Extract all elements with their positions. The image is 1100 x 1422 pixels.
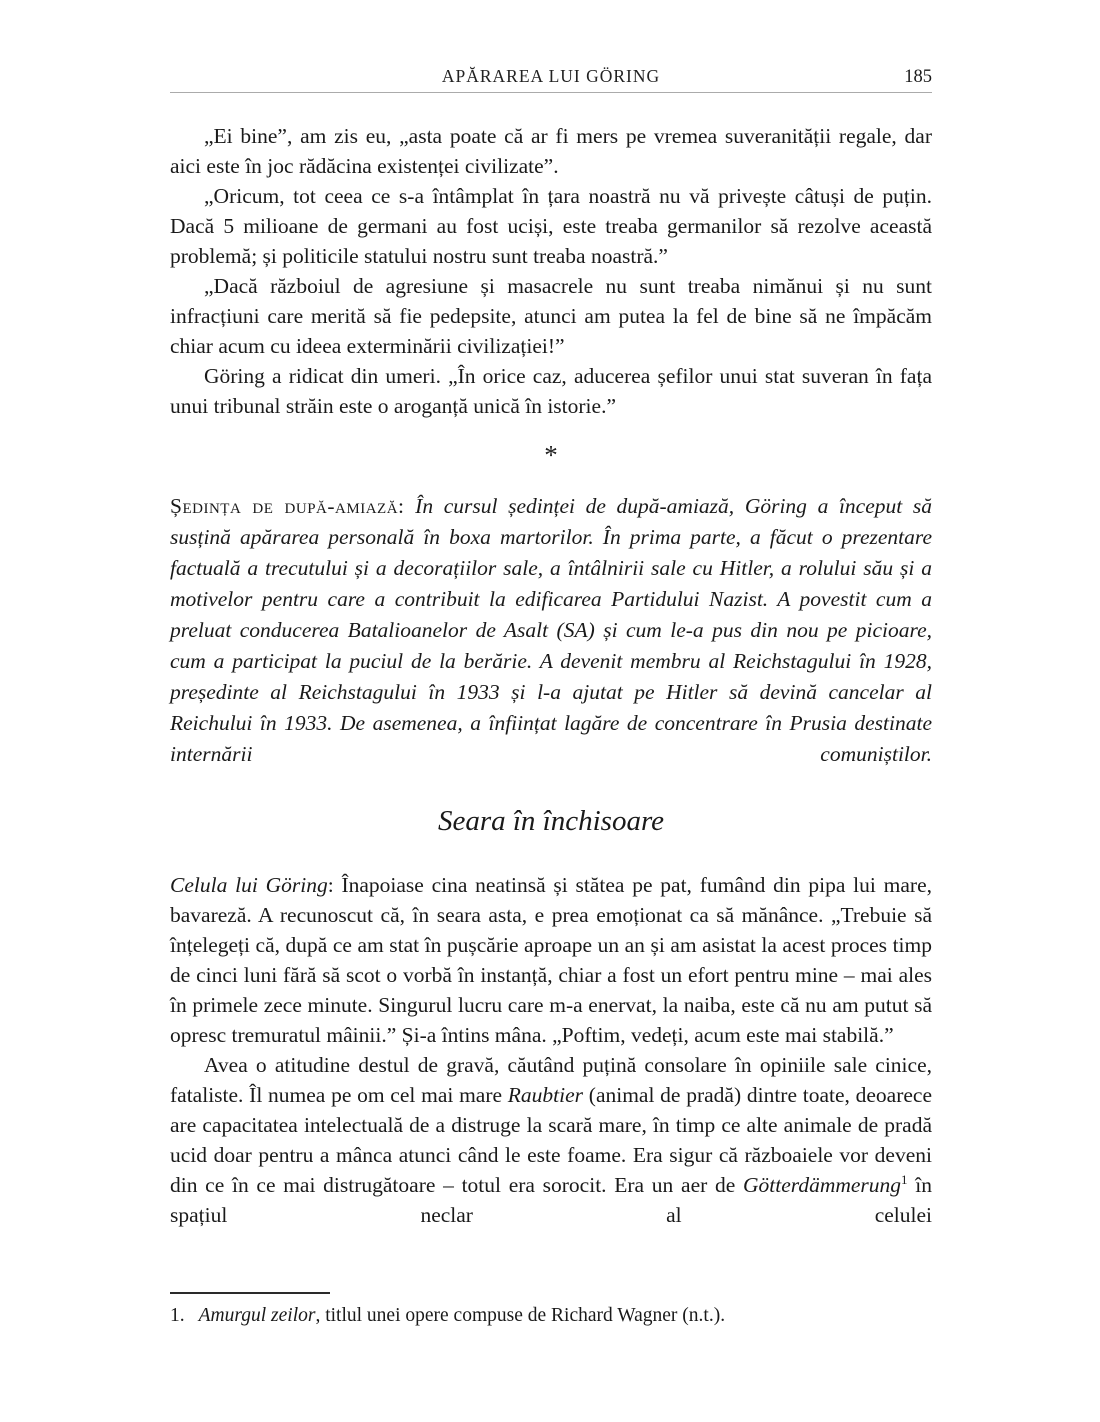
- page-header: [170, 66, 932, 90]
- text-segment-italic: Götterdämmerung: [742, 1173, 902, 1197]
- session-summary-text: În cursul ședinței de după-amiază, Göring a început să susțină apărarea personală în boxa martorilor. În prima parte, a făcut o prezentare factuală a trecutului și a decorațiilor sale, a întâlnirii sale cu Hitler, a rolului său și a motivelor pentru care a contribuit la edificarea Partidului Nazist. A povestit cum a preluat conducerea Batalioanelor de Asalt (SA) și cum le-a pus din nou pe picioare, cum a participat la puciul de la berărie. A devenit membru al Reichstagului în 1928, președinte al Reichstagului în 1933 și l-a ajutat pe Hitler să devină cancelar al Reichului în 1933. De asemenea, a înființat lagăre de concentrare în Prusia destinate internării comuniștilor.: [170, 494, 932, 766]
- session-summary: [170, 491, 932, 770]
- text-segment: (animal de pradă) dintre toate, deoarece are capacitatea intelectuală de a distruge la scară mare, în timp ce alte animale de pradă ucid doar pentru a mânca atunci când le este foame. Era sigur că războaiele vor deveni din ce în ce mai distrugătoare – totul era sorocit. Era un aer de: [170, 1083, 933, 1197]
- paragraph-raubtier: [170, 1050, 932, 1230]
- text-segment-italic: Raubtier: [507, 1083, 584, 1107]
- text-block: [170, 66, 932, 1230]
- paragraph-celula: [170, 870, 932, 1050]
- session-label: Ședința de după-amiază:: [170, 494, 405, 518]
- footnote-work-title: Amurgul zeilor: [198, 1305, 316, 1326]
- paragraph-goring-umeri: Göring a ridicat din umeri. „În orice caz, aducerea șefilor unui stat suveran în fața unui tribunal străin este o aroganță unică în istorie.”: [170, 364, 932, 418]
- header-rule: [170, 92, 932, 93]
- text-segment: Avea o atitudine destul de gravă, căutând puțină consolare în opiniile sale cinice, fataliste. Îl numea pe om cel mai mare: [170, 1053, 932, 1107]
- footnote-rule: [170, 1292, 330, 1294]
- section-heading: Seara în închisoare: [437, 805, 665, 837]
- cell-text: : Înapoiase cina neatinsă și stătea pe pat, fumând din pipa lui mare, bavareză. A recunoscut că, în seara asta, e prea emoționat ca să mănânce. „Trebuie să înțelegeți că, după ce am stat în pușcărie aproape un an și am asistat la acest proces timp de cinci luni fără să scot o vorbă în instanță, chiar a fost un efort pentru mine – mai ales în primele zece minute. Singurul lucru care m-a enervat, la naiba, este că nu am putut să opresc tremuratul mâinii.” Și-a întins mâna. „Poftim, vedeți, acum este mai stabilă.”: [170, 873, 932, 1047]
- footnote: [170, 1303, 932, 1329]
- page-number: 185: [904, 67, 932, 87]
- cell-label: Celula lui Göring: [170, 873, 328, 897]
- footnote-area: [170, 1292, 932, 1329]
- paragraph-oricum: „Oricum, tot ceea ce s-a întâmplat în țara noastră nu vă privește câtuși de puțin. Dacă 5 milioane de germani au fost uciși, este treaba germanilor să rezolve această problemă; și politicile statului nostru sunt treaba noastră.”: [170, 184, 932, 268]
- paragraph-daca-razboiul: „Dacă războiul de agresiune și masacrele nu sunt treaba nimănui și nu sunt infracțiuni care merită să fie pedepsite, atunci am putea la fel de bine să ne împăcăm chiar acum cu ideea exterminării civilizației!”: [170, 274, 932, 358]
- star-separator: *: [544, 440, 558, 470]
- footnote-reference: 1: [901, 1171, 908, 1187]
- running-title: APĂRAREA LUI GÖRING: [441, 66, 661, 86]
- footnote-text: , titlul unei opere compuse de Richard Wagner (n.t.).: [315, 1305, 726, 1326]
- footnote-number: 1.: [170, 1305, 185, 1326]
- text-segment: în spațiul neclar al celulei: [170, 1173, 932, 1227]
- paragraph-ei-bine: „Ei bine”, am zis eu, „asta poate că ar fi mers pe vremea suveranității regale, dar aici este în joc rădăcina existenței civilizate”.: [170, 124, 932, 178]
